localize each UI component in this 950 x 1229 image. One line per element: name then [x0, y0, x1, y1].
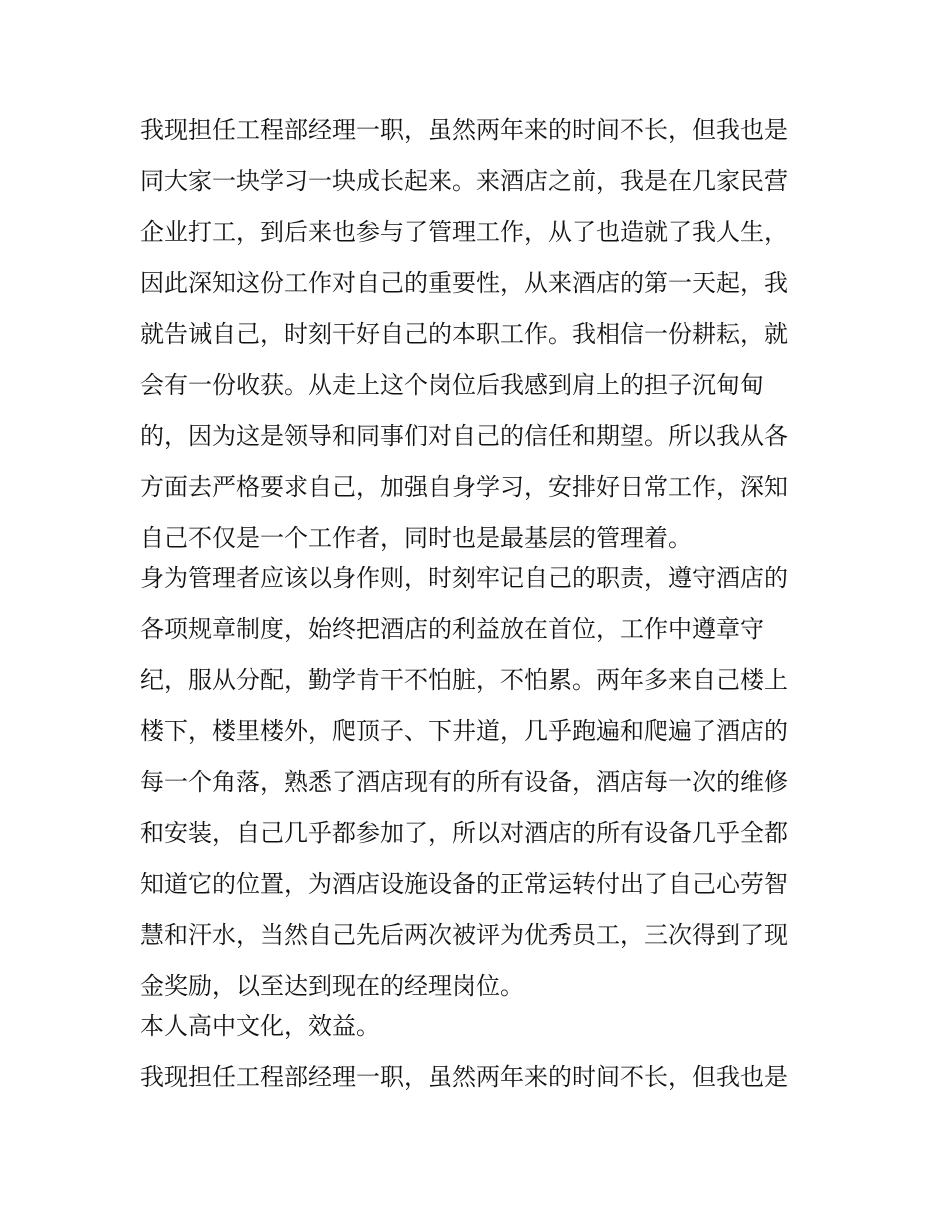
text-line: 企业打工，到后来也参与了管理工作，从了也造就了我人生，: [140, 218, 788, 246]
text-line: 各项规章制度，始终把酒店的利益放在首位，工作中遵章守: [140, 615, 764, 643]
text-line: 方面去严格要求自己，加强自身学习，安排好日常工作，深知: [140, 473, 788, 501]
text-line: 金奖励，以至达到现在的经理岗位。: [140, 972, 524, 1000]
text-line: 我现担任工程部经理一职，虽然两年来的时间不长，但我也是: [140, 116, 788, 144]
paragraph-2: [140, 559, 820, 1005]
text-line: 自己不仅是一个工作者，同时也是最基层的管理着。: [140, 524, 692, 552]
paragraph-4: [140, 1058, 820, 1096]
text-line: 会有一份收获。从走上这个岗位后我感到肩上的担子沉甸甸: [140, 371, 764, 399]
text-line: 因此深知这份工作对自己的重要性，从来酒店的第一天起，我: [140, 269, 788, 297]
text-line: 身为管理者应该以身作则，时刻牢记自己的职责，遵守酒店的: [140, 564, 788, 592]
text-line: 就告诫自己，时刻干好自己的本职工作。我相信一份耕耘，就: [140, 320, 788, 348]
document-body: [140, 111, 820, 1096]
text-line: 本人高中文化，效益。: [140, 1012, 380, 1040]
paragraph-1: [140, 111, 820, 557]
paragraph-3: [140, 1007, 820, 1045]
text-line: 慧和汗水，当然自己先后两次被评为优秀员工，三次得到了现: [140, 921, 788, 949]
text-line: 每一个角落，熟悉了酒店现有的所有设备，酒店每一次的维修: [140, 768, 788, 796]
text-line: 同大家一块学习一块成长起来。来酒店之前，我是在几家民营: [140, 167, 788, 195]
text-line: 纪，服从分配，勤学肯干不怕脏，不怕累。两年多来自己楼上: [140, 666, 788, 694]
text-line: 的，因为这是领导和同事们对自己的信任和期望。所以我从各: [140, 422, 788, 450]
text-line: 知道它的位置，为酒店设施设备的正常运转付出了自己心劳智: [140, 870, 788, 898]
text-line: 楼下，楼里楼外，爬顶子、下井道，几乎跑遍和爬遍了酒店的: [140, 717, 788, 745]
text-line: 和安装，自己几乎都参加了，所以对酒店的所有设备几乎全都: [140, 819, 788, 847]
text-line: 我现担任工程部经理一职，虽然两年来的时间不长，但我也是: [140, 1063, 788, 1091]
